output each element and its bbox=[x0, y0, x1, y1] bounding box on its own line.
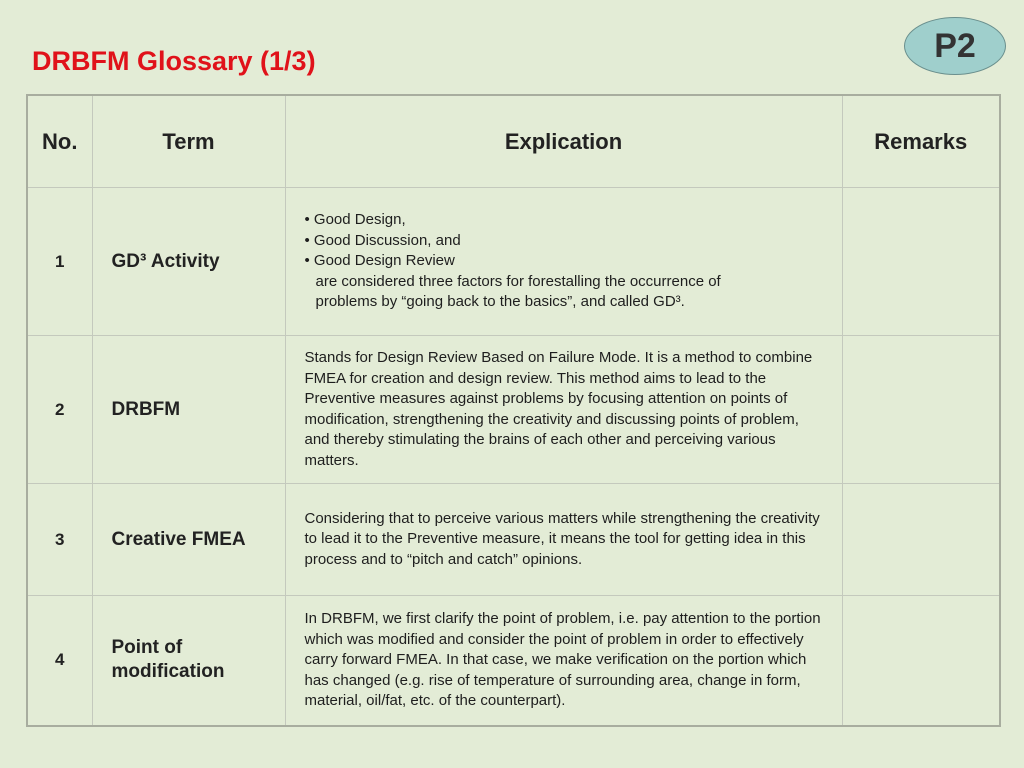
row-number: 1 bbox=[27, 188, 92, 336]
column-header-no: No. bbox=[27, 95, 92, 188]
explication-cell bbox=[285, 188, 842, 336]
row-number: 3 bbox=[27, 484, 92, 596]
table-row bbox=[27, 596, 1000, 726]
remarks-cell bbox=[842, 484, 1000, 596]
table-header-row bbox=[27, 95, 1000, 188]
page-number-badge: P2 bbox=[904, 17, 1006, 75]
page-title: DRBFM Glossary (1/3) bbox=[32, 46, 316, 76]
term-cell: GD³ Activity bbox=[92, 188, 285, 336]
remarks-cell bbox=[842, 336, 1000, 484]
remarks-cell bbox=[842, 188, 1000, 336]
explication-cell: Stands for Design Review Based on Failure Mode. It is a method to combine FMEA for creation and design review. This method aims to lead to the Preventive measures against problems by focusing attention on points of modification, strengthening the creativity and discussing points of problem, and thereby stimulating the brains of each other and perceiving various matters. bbox=[285, 336, 842, 484]
table-row bbox=[27, 336, 1000, 484]
table-row bbox=[27, 484, 1000, 596]
explication-text: problems by “going back to the basics”, and called GD³. bbox=[315, 293, 685, 311]
term-cell: DRBFM bbox=[92, 336, 285, 484]
term-cell: Creative FMEA bbox=[92, 484, 285, 596]
table-row bbox=[27, 188, 1000, 336]
bullet-item: • Good Design, bbox=[304, 211, 406, 229]
column-header-term: Term bbox=[92, 95, 285, 188]
term-cell bbox=[92, 596, 285, 726]
column-header-remarks: Remarks bbox=[842, 95, 1000, 188]
term-line: modification bbox=[111, 661, 225, 683]
explication-cell: In DRBFM, we first clarify the point of problem, i.e. pay attention to the portion which was modified and consider the point of problem in order to effectively carry forward FMEA. In that case, we make verification on the portion which has changed (e.g. rise of temperature of surrounding area, change in form, material, oil/fat, etc. of the counterpart). bbox=[285, 596, 842, 726]
bullet-item: • Good Discussion, and bbox=[304, 231, 461, 249]
row-number: 2 bbox=[27, 336, 92, 484]
remarks-cell bbox=[842, 596, 1000, 726]
row-number: 4 bbox=[27, 596, 92, 726]
explication-cell: Considering that to perceive various matters while strengthening the creativity to lead it to the Preventive measure, it means the tool for getting idea in this process and to “pitch and catch” opinions. bbox=[285, 484, 842, 596]
column-header-explication: Explication bbox=[285, 95, 842, 188]
glossary-table bbox=[26, 94, 1001, 727]
explication-text: are considered three factors for forestalling the occurrence of bbox=[315, 272, 721, 290]
bullet-item: • Good Design Review bbox=[304, 252, 455, 270]
term-line: Point of bbox=[111, 637, 183, 659]
